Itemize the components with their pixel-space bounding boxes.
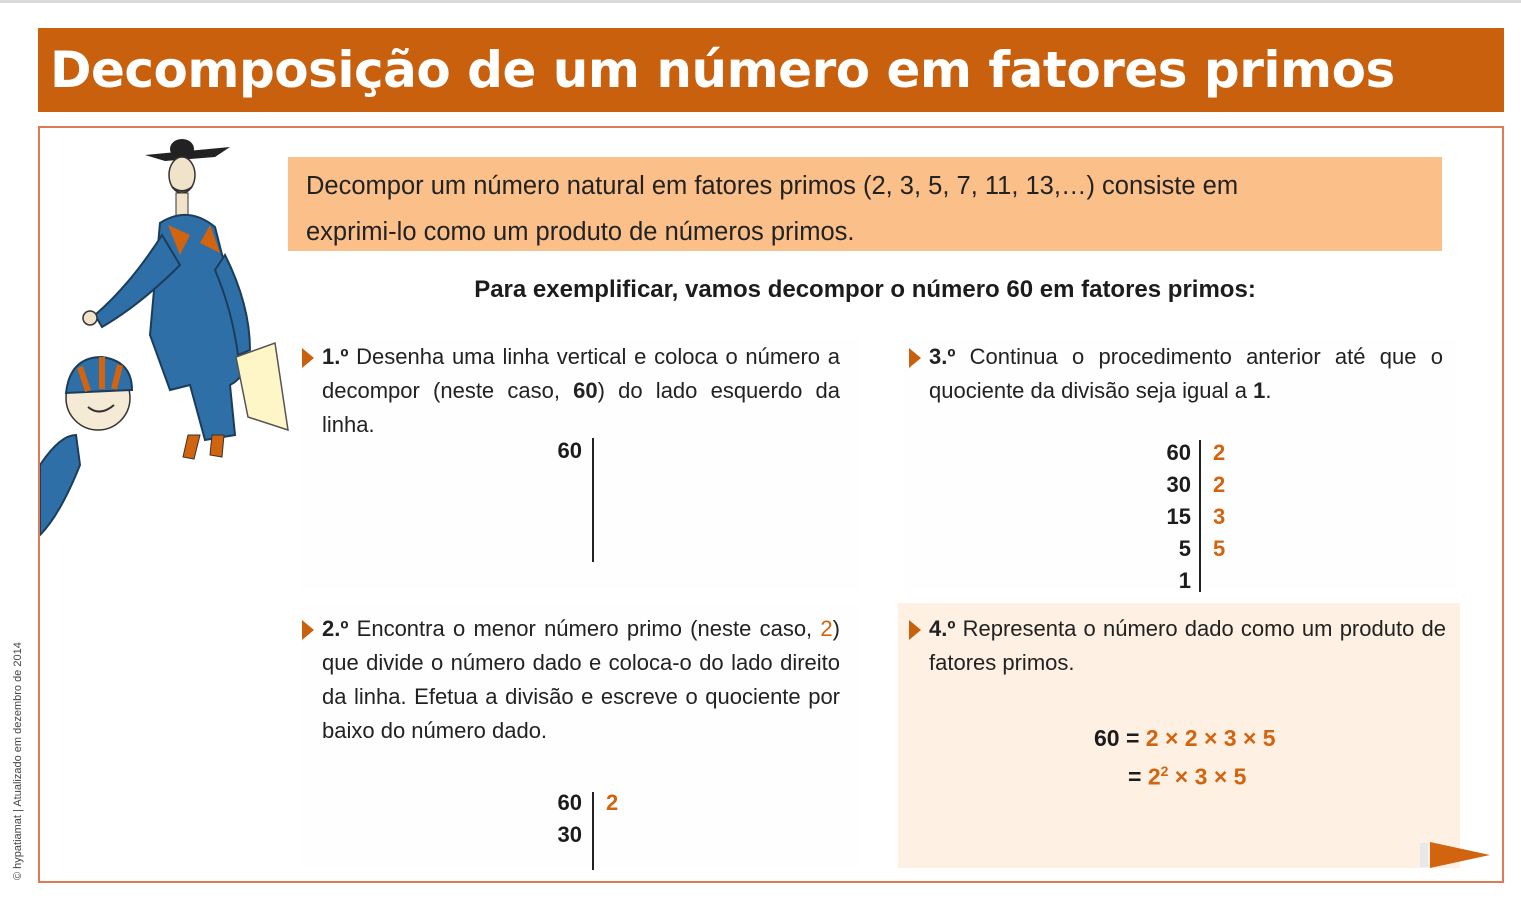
step-3-text-b: . bbox=[1265, 378, 1272, 403]
next-slide-arrow-icon[interactable] bbox=[1430, 842, 1490, 868]
division-line bbox=[1199, 440, 1201, 592]
step-1-value: 60 bbox=[573, 378, 598, 403]
step-1-label: 1.º bbox=[322, 344, 349, 369]
step-3-label: 3.º bbox=[929, 344, 956, 369]
product-lhs: 60 = bbox=[1094, 725, 1146, 751]
division-line bbox=[592, 438, 594, 562]
division-line bbox=[592, 792, 594, 870]
product-rest: × 3 × 5 bbox=[1168, 763, 1247, 790]
division-number: 60 bbox=[1166, 440, 1191, 465]
definition-line-1: Decompor um número natural em fatores primos (2, 3, 5, 7, 11, 13,…) consiste em bbox=[306, 172, 1239, 200]
step-2-text bbox=[322, 612, 840, 748]
step-2-label: 2.º bbox=[322, 616, 349, 641]
top-divider bbox=[0, 0, 1521, 3]
step-bullet-arrow-icon bbox=[909, 620, 921, 640]
step-3-panel bbox=[905, 338, 1457, 593]
step-3-text-a: Continua o procedimento anterior até que o quociente da divisão seja igual a bbox=[929, 344, 1443, 403]
step-1-text-b: ) do lado esquerdo da linha. bbox=[322, 378, 840, 437]
division-factor: 5 bbox=[1213, 536, 1226, 561]
product-equals: = bbox=[1128, 763, 1148, 790]
product-rhs: 2 × 2 × 3 × 5 bbox=[1145, 725, 1276, 751]
step-bullet-arrow-icon bbox=[909, 348, 921, 368]
example-intro: Para exemplificar, vamos decompor o número 60 em fatores primos: bbox=[474, 276, 1256, 303]
step-3-value: 1 bbox=[1253, 378, 1266, 403]
step-4-description: Representa o número dado como um produto de fatores primos. bbox=[929, 616, 1446, 675]
step-2-text-b: ) que divide o número dado e coloca-o do lado direito da linha. Efetua a divisão e escreve o quociente por baixo do número dado. bbox=[322, 616, 840, 743]
step-4-label: 4.º bbox=[929, 616, 956, 641]
division-number: 15 bbox=[1166, 504, 1191, 529]
copyright-note: © hypatiamat | Atualizado em dezembro de 2014 bbox=[12, 642, 24, 880]
division-factor: 3 bbox=[1213, 504, 1226, 529]
power-exponent: 2 bbox=[1160, 763, 1169, 779]
step-4-text bbox=[929, 612, 1446, 680]
cartoon-illustration bbox=[40, 135, 290, 545]
division-factor: 2 bbox=[1213, 440, 1226, 465]
division-number: 30 bbox=[1166, 472, 1191, 497]
page-title: Decomposição de um número em fatores primos bbox=[38, 28, 1504, 112]
division-number: 5 bbox=[1178, 536, 1191, 561]
product-line-2 bbox=[1128, 763, 1246, 791]
next-arrow-shadow bbox=[1420, 843, 1428, 867]
step-2-text-a: Encontra o menor número primo (neste caso, bbox=[356, 616, 821, 641]
step-1-panel bbox=[300, 338, 860, 590]
division-factor: 2 bbox=[606, 790, 619, 815]
step-1-text-a: Desenha uma linha vertical e coloca o número a decompor (neste caso, bbox=[322, 344, 840, 403]
step-1-text bbox=[322, 340, 840, 442]
definition-line-2: exprimi-lo como um produto de números primos. bbox=[306, 218, 855, 246]
step-4-panel bbox=[898, 603, 1460, 868]
step-3-text bbox=[929, 340, 1443, 408]
step-2-value: 2 bbox=[820, 616, 833, 641]
division-number: 30 bbox=[557, 822, 582, 847]
step-bullet-arrow-icon bbox=[302, 620, 314, 640]
definition-box bbox=[288, 157, 1442, 251]
power-base: 2 bbox=[1147, 763, 1161, 790]
step-2-panel bbox=[300, 606, 860, 868]
product-line-1 bbox=[1094, 725, 1276, 752]
division-number: 60 bbox=[557, 438, 582, 463]
division-factor: 2 bbox=[1213, 472, 1226, 497]
division-number: 60 bbox=[557, 790, 582, 815]
step-bullet-arrow-icon bbox=[302, 348, 314, 368]
division-number: 1 bbox=[1178, 568, 1191, 593]
